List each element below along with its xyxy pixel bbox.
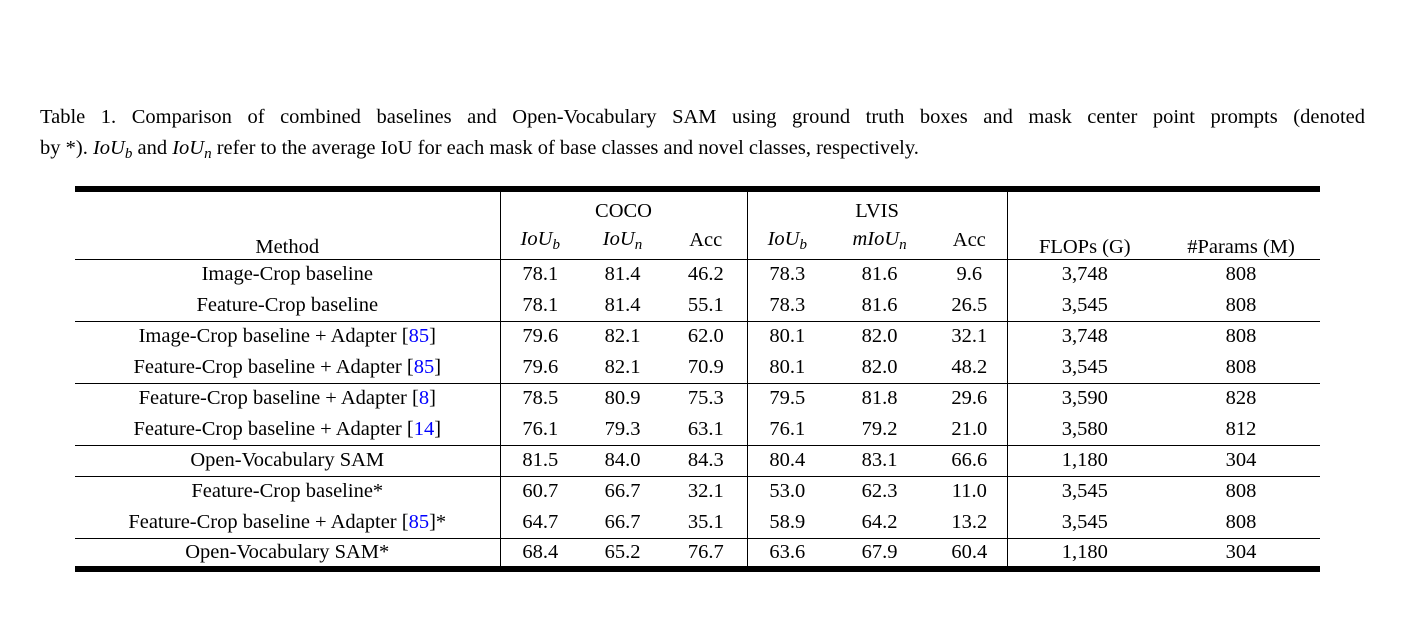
method-label-suffix: ]: [429, 325, 436, 348]
value-cell: 48.2: [932, 352, 1007, 383]
math-iou-b: IoU: [92, 137, 125, 159]
value-cell: 812: [1225, 417, 1257, 440]
value-cell: 53.0: [769, 480, 806, 503]
value-cell: 79.5: [769, 387, 806, 410]
value-cell: 78.1: [522, 293, 559, 316]
value-cell: 81.5: [522, 449, 559, 471]
value-cell: 62.3: [861, 480, 898, 503]
table-row-highlight: [75, 445, 1320, 476]
value-cell: 70.9: [665, 352, 747, 383]
value-cell: 75.3: [665, 383, 747, 414]
table-row: [75, 414, 1320, 445]
method-label: Image-Crop baseline + Adapter [: [138, 325, 409, 348]
value-cell: 3,545: [1061, 510, 1108, 533]
table-row: [75, 352, 1320, 383]
value-cell: 81.6: [861, 263, 898, 286]
value-cell: 808: [1225, 263, 1257, 286]
citation-link[interactable]: 14: [413, 417, 435, 440]
value-cell: 64.7: [522, 510, 559, 533]
value-cell: 3,545: [1061, 293, 1108, 316]
value-cell: 80.1: [769, 325, 806, 348]
value-cell: 55.1: [665, 290, 747, 321]
value-cell: 82.0: [861, 325, 898, 348]
caption-line-2: [40, 133, 1365, 170]
value-cell: 68.4: [522, 540, 559, 563]
value-cell: 304: [1225, 449, 1257, 471]
value-cell: 76.1: [522, 417, 559, 440]
math-sub-b: b: [124, 146, 133, 162]
value-cell: 3,590: [1061, 387, 1108, 410]
table-row: [75, 321, 1320, 352]
value-cell: 808: [1225, 293, 1257, 316]
table-row-highlight: [75, 538, 1320, 569]
method-cell: [75, 476, 500, 507]
method-cell: [75, 290, 500, 321]
table-row: [75, 476, 1320, 507]
method-label: Image-Crop baseline: [201, 263, 373, 286]
caption-text: by *).: [40, 137, 93, 159]
value-cell: 32.1: [665, 476, 747, 507]
value-cell: 3,580: [1061, 417, 1108, 440]
col-header-flops: FLOPs (G): [1038, 235, 1131, 258]
value-cell: 46.2: [665, 259, 747, 290]
value-cell: 60.4: [932, 538, 1007, 569]
value-cell: 80.9: [604, 387, 641, 410]
citation-link[interactable]: 85: [408, 325, 430, 348]
method-label: Feature-Crop baseline*: [191, 480, 384, 503]
value-cell: 82.1: [604, 355, 641, 378]
value-cell: 35.1: [665, 507, 747, 538]
method-cell: [75, 507, 500, 538]
value-cell: 76.7: [665, 538, 747, 569]
value-cell: 63.6: [769, 540, 806, 563]
value-cell: 32.1: [932, 321, 1007, 352]
method-cell: [75, 259, 500, 290]
value-cell: 11.0: [932, 476, 1007, 507]
value-cell: 808: [1225, 510, 1257, 533]
value-cell: 808: [1225, 355, 1257, 378]
value-cell: 808: [1225, 325, 1257, 348]
table-row: [75, 259, 1320, 290]
col-header-method: Method: [75, 189, 500, 259]
col-header-params: #Params (M): [1187, 235, 1295, 258]
value-cell: 29.6: [932, 383, 1007, 414]
value-cell: 80.4: [769, 449, 806, 471]
value-cell: 81.8: [861, 387, 898, 410]
value-cell: 81.6: [861, 293, 898, 316]
method-label-suffix: ]: [429, 387, 436, 410]
value-cell: 81.4: [604, 263, 641, 286]
value-cell: 828: [1225, 387, 1257, 410]
method-label: Feature-Crop baseline + Adapter [: [133, 417, 414, 440]
value-cell: 79.6: [522, 355, 559, 378]
col-group-coco: COCO: [500, 189, 747, 223]
method-cell: [75, 383, 500, 414]
value-cell: 26.5: [932, 290, 1007, 321]
value-cell: 78.1: [522, 263, 559, 286]
value-cell: 63.1: [665, 414, 747, 445]
caption-text: and: [132, 137, 173, 159]
value-cell: 80.1: [769, 355, 806, 378]
col-header-coco-ioub: IoUb: [520, 227, 560, 253]
caption-line-1: Table 1. Comparison of combined baselines and Open-Vocabulary SAM using ground truth boxes and mask center point prompts (denoted: [40, 106, 1365, 128]
method-label-suffix: ]*: [429, 510, 447, 533]
value-cell: 76.1: [769, 417, 806, 440]
value-cell: 78.3: [769, 293, 806, 316]
method-label: Feature-Crop baseline: [196, 293, 379, 316]
value-cell: 304: [1225, 540, 1257, 563]
method-label-suffix: ]: [434, 355, 442, 378]
value-cell: 79.2: [861, 417, 898, 440]
value-cell: 3,545: [1061, 480, 1108, 503]
value-cell: 66.7: [604, 510, 641, 533]
value-cell: 79.6: [522, 325, 559, 348]
value-cell: 65.2: [604, 540, 641, 563]
value-cell: 66.6: [932, 445, 1007, 476]
value-cell: 82.0: [861, 355, 898, 378]
value-cell: 9.6: [932, 259, 1007, 290]
math-sub-n: n: [204, 146, 212, 162]
value-cell: 58.9: [769, 510, 806, 533]
value-cell: 83.1: [861, 449, 898, 471]
value-cell: 64.2: [861, 510, 898, 533]
value-cell: 81.4: [604, 293, 641, 316]
value-cell: 84.0: [604, 449, 641, 471]
citation-link[interactable]: 8: [418, 387, 430, 410]
value-cell: 1,180: [1061, 449, 1108, 471]
value-cell: 67.9: [861, 540, 898, 563]
value-cell: 78.3: [769, 263, 806, 286]
value-cell: 808: [1225, 480, 1257, 503]
col-header-lvis-mioun: mIoUn: [852, 227, 907, 253]
value-cell: 79.3: [604, 417, 641, 440]
method-cell: [75, 445, 500, 476]
method-cell: [75, 414, 500, 445]
value-cell: 84.3: [665, 445, 747, 476]
value-cell: 60.7: [522, 480, 559, 503]
col-header-coco-ioun: IoUn: [602, 227, 643, 253]
table-caption: [40, 102, 1365, 170]
method-cell: [75, 321, 500, 352]
col-header-lvis-ioub: IoUb: [767, 227, 807, 253]
caption-text: refer to the average IoU for each mask of base classes and novel classes, respectively.: [211, 137, 919, 159]
value-cell: 66.7: [604, 480, 641, 503]
value-cell: 1,180: [1061, 540, 1108, 563]
value-cell: 3,545: [1061, 355, 1108, 378]
results-table: [75, 186, 1320, 572]
value-cell: 3,748: [1061, 325, 1108, 348]
value-cell: 21.0: [932, 414, 1007, 445]
method-label: Open-Vocabulary SAM*: [185, 540, 390, 563]
method-cell: [75, 538, 500, 569]
method-label: Open-Vocabulary SAM: [190, 449, 385, 471]
math-iou-n: IoU: [172, 137, 205, 159]
col-group-lvis: LVIS: [747, 189, 1007, 223]
col-header-coco-acc: Acc: [665, 223, 747, 259]
col-header-lvis-acc: Acc: [932, 223, 1007, 259]
table-row: [75, 507, 1320, 538]
value-cell: 78.5: [522, 387, 559, 410]
value-cell: 13.2: [932, 507, 1007, 538]
method-label: Feature-Crop baseline + Adapter [: [138, 387, 419, 410]
method-cell: [75, 352, 500, 383]
method-label: Feature-Crop baseline + Adapter [: [133, 355, 414, 378]
value-cell: 62.0: [665, 321, 747, 352]
citation-link[interactable]: 85: [408, 510, 430, 533]
table-row: [75, 290, 1320, 321]
citation-link[interactable]: 85: [413, 355, 435, 378]
method-label-suffix: ]: [434, 417, 442, 440]
value-cell: 82.1: [604, 325, 641, 348]
value-cell: 3,748: [1061, 263, 1108, 286]
table-row: [75, 383, 1320, 414]
method-label: Feature-Crop baseline + Adapter [: [128, 510, 409, 533]
